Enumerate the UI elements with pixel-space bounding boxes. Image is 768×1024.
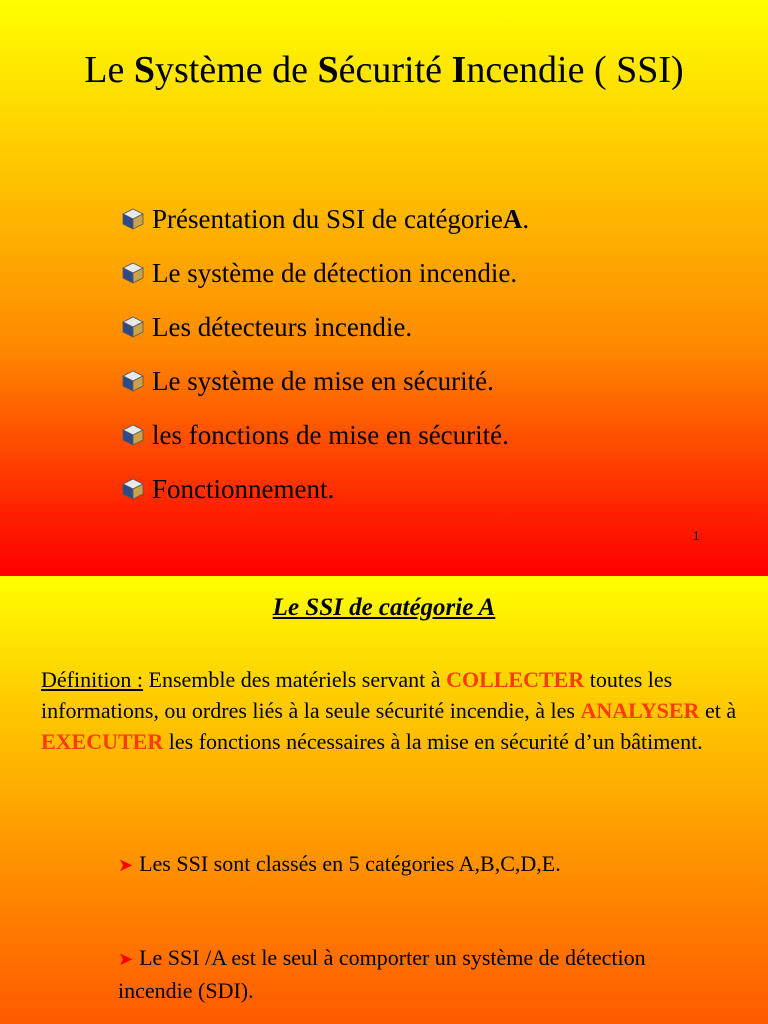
agenda-item-text: les fonctions de mise en sécurité.: [152, 419, 509, 450]
agenda-item: [122, 354, 529, 408]
agenda-item: [122, 246, 529, 300]
agenda-item: [122, 300, 529, 354]
agenda-item: [122, 462, 529, 516]
title-part: ystème de: [155, 49, 318, 91]
agenda-item: [122, 408, 529, 462]
cube-bullet-icon: [122, 424, 144, 446]
agenda-item: [122, 192, 529, 246]
page-number: 1: [693, 528, 700, 543]
title-part: écurité: [338, 49, 452, 91]
bullet-point-text: Les SSI sont classés en 5 catégories A,B,C,D,E.: [139, 851, 561, 876]
cube-bullet-icon: [122, 370, 144, 392]
title-part: S: [317, 49, 339, 91]
bullet-point: [118, 942, 678, 1006]
agenda-list: [122, 192, 529, 516]
title-part: I: [451, 49, 467, 91]
bullet-point: [118, 848, 678, 881]
definition-label: Définition :: [41, 667, 144, 692]
bullet-point-text: Le SSI /A est le seul à comporter un système de détection incendie (SDI).: [118, 945, 646, 1003]
title-part: ncendie ( SSI): [466, 49, 684, 91]
highlight-executer: EXECUTER: [41, 729, 164, 754]
agenda-item-suffix: .: [522, 203, 530, 234]
agenda-item-text: Les détecteurs incendie.: [152, 311, 413, 342]
highlight-analyser: ANALYSER: [580, 698, 700, 723]
cube-bullet-icon: [122, 262, 144, 284]
definition-text: Ensemble des matériels servant à: [143, 667, 447, 692]
arrow-bullet-icon: ➤: [118, 949, 134, 969]
definition-text: les fonctions nécessaires à la mise en sécurité d’un bâtiment.: [163, 729, 703, 754]
agenda-item-text: Le système de détection incendie.: [152, 257, 518, 288]
slide-2: [0, 576, 768, 1024]
cube-bullet-icon: [122, 316, 144, 338]
slide-heading: Le SSI de catégorie A: [272, 594, 496, 621]
definition-paragraph: [41, 664, 741, 757]
cube-bullet-icon: [122, 478, 144, 500]
arrow-bullet-icon: ➤: [118, 855, 134, 875]
agenda-item-text: Présentation du SSI de catégorie: [152, 203, 503, 234]
definition-text: toutes les informations, ou ordres liés à la seule sécurité incendie, à les: [41, 667, 673, 723]
agenda-item-text: Fonctionnement.: [152, 473, 335, 504]
title-part: S: [133, 49, 155, 91]
agenda-item-bold: A: [502, 203, 523, 234]
highlight-collecter: COLLECTER: [446, 667, 585, 692]
slide-title: [0, 48, 768, 92]
title-part: Le: [84, 49, 134, 91]
agenda-item-text: Le système de mise en sécurité.: [152, 365, 494, 396]
definition-text: et à: [699, 698, 737, 723]
cube-bullet-icon: [122, 208, 144, 230]
